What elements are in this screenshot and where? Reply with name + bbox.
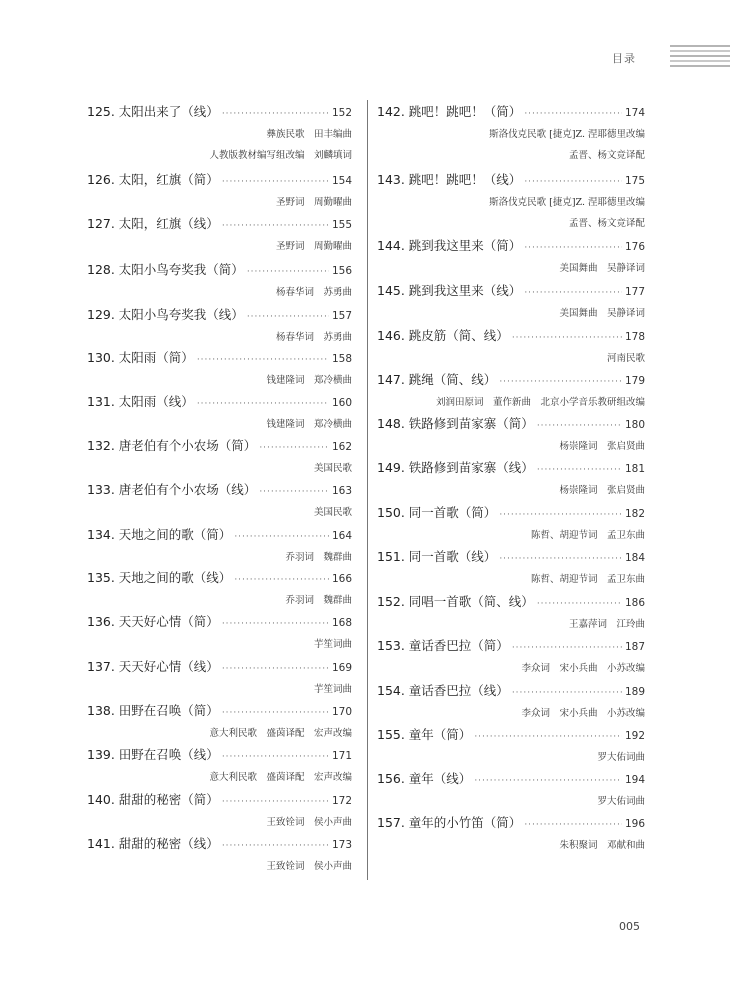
toc-entry-page: 180 <box>624 419 645 431</box>
toc-entry-title: 142. 跳吧！跳吧！（简） <box>377 104 522 119</box>
toc-entry-credit: 斯洛伐克民歌 [捷克]Z. 涅耶德里改编 <box>489 129 645 140</box>
toc-entry-credit: 美国舞曲 吴静译词 <box>559 308 645 319</box>
dot-leader <box>499 507 622 523</box>
toc-entry[interactable] <box>377 683 645 721</box>
toc-entry-title: 136. 天天好心情（简） <box>87 614 219 629</box>
toc-entry-credit: 王致铨词 侯小声曲 <box>266 861 352 872</box>
dot-leader <box>524 817 622 833</box>
toc-entry-credit: 杨崇隆词 张启贤曲 <box>559 485 645 496</box>
toc-entry-page: 170 <box>331 706 352 718</box>
toc-entry-title: 137. 天天好心情（线） <box>87 659 219 674</box>
toc-entry[interactable] <box>377 238 645 276</box>
toc-entry-page: 168 <box>331 617 352 629</box>
toc-entry-title: 144. 跳到我这里来（简） <box>377 238 522 253</box>
toc-entry-title: 128. 太阳小鸟夸奖我（简） <box>87 262 244 277</box>
toc-entry-title: 131. 太阳雨（线） <box>87 394 194 409</box>
toc-entry[interactable] <box>87 104 352 163</box>
toc-entry-credit: 李众词 宋小兵曲 小苏改编 <box>521 663 645 674</box>
dot-leader <box>512 640 622 656</box>
toc-entry-credit: 圣野词 周勤曜曲 <box>275 241 352 252</box>
toc-entry-line <box>87 570 352 588</box>
dot-leader <box>499 551 622 567</box>
toc-entry-title: 155. 童年（简） <box>377 727 472 742</box>
toc-entry-line <box>377 372 645 390</box>
toc-entry-credit: 孟晋、杨文竞译配 <box>568 150 645 161</box>
dot-leader <box>222 838 329 854</box>
toc-entry-line <box>87 527 352 545</box>
toc-entry-line <box>87 104 352 122</box>
toc-entry-line <box>87 659 352 677</box>
toc-entry-page: 175 <box>624 175 645 187</box>
toc-entry-line <box>87 350 352 368</box>
toc-entry-page: 176 <box>624 241 645 253</box>
toc-entry-credit: 乔羽词 魏群曲 <box>285 552 352 563</box>
toc-entry-title: 152. 同唱一首歌（简、线） <box>377 594 534 609</box>
toc-entry-credit: 圣野词 周勤曜曲 <box>275 197 352 208</box>
toc-entry-credit: 乔羽词 魏群曲 <box>285 595 352 606</box>
toc-entry-line <box>377 460 645 478</box>
toc-entry-page: 166 <box>331 573 352 585</box>
toc-entry[interactable] <box>377 594 645 632</box>
toc-entry-title: 150. 同一首歌（简） <box>377 505 497 520</box>
toc-entry[interactable] <box>87 570 352 608</box>
toc-entry-page: 187 <box>624 641 645 653</box>
toc-entry[interactable] <box>377 416 645 454</box>
toc-entry-credit: 意大利民歌 盛茵译配 宏声改编 <box>209 772 352 783</box>
toc-entry-title: 148. 铁路修到苗家寨（简） <box>377 416 534 431</box>
toc-entry-title: 156. 童年（线） <box>377 771 472 786</box>
toc-entry-page: 192 <box>624 730 645 742</box>
toc-entry-credit: 陈哲、胡迎节词 孟卫东曲 <box>530 530 645 541</box>
toc-entry-page: 163 <box>331 485 352 497</box>
toc-entry-credit: 罗大佑词曲 <box>597 752 645 763</box>
toc-entry-credit: 意大利民歌 盛茵译配 宏声改编 <box>209 728 352 739</box>
toc-entry-line <box>377 771 645 789</box>
toc-entry[interactable] <box>87 482 352 520</box>
toc-entry-line <box>377 416 645 434</box>
toc-entry-page: 174 <box>624 107 645 119</box>
toc-entry-title: 153. 童话香巴拉（简） <box>377 638 509 653</box>
toc-entry-page: 179 <box>624 375 645 387</box>
toc-entry-line <box>377 638 645 656</box>
dot-leader <box>222 174 329 190</box>
toc-entry-credit: 彝族民歌 田丰编曲 <box>266 129 352 140</box>
toc-entry-page: 189 <box>624 686 645 698</box>
toc-entry-title: 129. 太阳小鸟夸奖我（线） <box>87 307 244 322</box>
toc-entry-line <box>377 328 645 346</box>
toc-entry-credit: 美国民歌 <box>313 507 352 518</box>
toc-entry-title: 140. 甜甜的秘密（简） <box>87 792 219 807</box>
toc-entry-line <box>377 549 645 567</box>
toc-entry-credit: 孟晋、杨文竞译配 <box>568 218 645 229</box>
toc-entry-page: 194 <box>624 774 645 786</box>
toc-entry-line <box>377 283 645 301</box>
toc-entry[interactable] <box>377 505 645 543</box>
toc-entry-credit: 美国民歌 <box>313 463 352 474</box>
toc-entry-page: 171 <box>331 750 352 762</box>
toc-entry[interactable] <box>87 394 352 432</box>
toc-entry[interactable] <box>377 172 645 231</box>
toc-entry-title: 138. 田野在召唤（简） <box>87 703 219 718</box>
toc-entry-line <box>87 747 352 765</box>
toc-entry[interactable] <box>87 527 352 565</box>
toc-entry-credit: 罗大佑词曲 <box>597 796 645 807</box>
toc-entry[interactable] <box>87 262 352 300</box>
dot-leader <box>259 484 329 500</box>
toc-entry-credit: 王嘉萍词 江玲曲 <box>568 619 645 630</box>
dot-leader <box>524 106 622 122</box>
toc-entry-line <box>377 238 645 256</box>
dot-leader <box>222 106 329 122</box>
toc-entry[interactable] <box>87 438 352 476</box>
toc-entry-page: 173 <box>331 839 352 851</box>
toc-entry[interactable] <box>87 216 352 254</box>
toc-entry-title: 133. 唐老伯有个小农场（线） <box>87 482 257 497</box>
column-divider <box>367 100 368 880</box>
toc-entry-title: 149. 铁路修到苗家寨（线） <box>377 460 534 475</box>
toc-entry-line <box>87 262 352 280</box>
toc-entry-line <box>377 683 645 701</box>
toc-entry[interactable] <box>377 372 645 410</box>
toc-entry[interactable] <box>377 104 645 163</box>
toc-entry-line <box>377 727 645 745</box>
toc-entry-line <box>87 836 352 854</box>
toc-entry-line <box>87 307 352 325</box>
toc-entry[interactable] <box>377 638 645 676</box>
toc-entry-line <box>87 394 352 412</box>
toc-entry[interactable] <box>87 703 352 741</box>
toc-entry-page: 162 <box>331 441 352 453</box>
toc-entry-page: 169 <box>331 662 352 674</box>
toc-entry-page: 178 <box>624 331 645 343</box>
toc-entry-page: 164 <box>331 530 352 542</box>
toc-entry-credit: 人教版教材编写组改编 刘麟填词 <box>209 150 352 161</box>
dot-leader <box>234 572 329 588</box>
header-decoration <box>670 45 730 73</box>
toc-entry-line <box>87 482 352 500</box>
toc-entry-title: 135. 天地之间的歌（线） <box>87 570 232 585</box>
toc-entry-line <box>87 703 352 721</box>
dot-leader <box>524 240 622 256</box>
toc-entry-page: 196 <box>624 818 645 830</box>
dot-leader <box>537 596 622 612</box>
toc-entry-page: 184 <box>624 552 645 564</box>
toc-entry-title: 146. 跳皮筋（简、线） <box>377 328 509 343</box>
toc-entry-page: 154 <box>331 175 352 187</box>
toc-entry-page: 172 <box>331 795 352 807</box>
toc-entry-credit: 王致铨词 侯小声曲 <box>266 817 352 828</box>
dot-leader <box>234 529 329 545</box>
toc-entry-line <box>87 614 352 632</box>
dot-leader <box>512 685 622 701</box>
dot-leader <box>222 218 329 234</box>
toc-entry-page: 160 <box>331 397 352 409</box>
toc-entry-title: 145. 跳到我这里来（线） <box>377 283 522 298</box>
dot-leader <box>247 264 329 280</box>
toc-entry[interactable] <box>87 614 352 652</box>
header-label: 目录 <box>612 52 636 65</box>
toc-entry[interactable] <box>377 771 645 809</box>
dot-leader <box>222 661 329 677</box>
toc-entry[interactable] <box>377 328 645 366</box>
toc-entry-line <box>377 104 645 122</box>
toc-entry-page: 182 <box>624 508 645 520</box>
toc-entry-credit: 钱建隆词 郑冷横曲 <box>266 419 352 430</box>
toc-entry-title: 127. 太阳，红旗（线） <box>87 216 219 231</box>
toc-entry-credit: 钱建隆词 郑冷横曲 <box>266 375 352 386</box>
dot-leader <box>524 285 622 301</box>
toc-entry-credit: 芋笙词曲 <box>313 684 352 695</box>
dot-leader <box>499 374 622 390</box>
dot-leader <box>474 729 622 745</box>
toc-entry[interactable] <box>377 460 645 498</box>
toc-entry-line <box>377 815 645 833</box>
dot-leader <box>474 773 622 789</box>
toc-entry-credit: 刘润田原词 董作新曲 北京小学音乐教研组改编 <box>435 397 645 408</box>
dot-leader <box>247 309 329 325</box>
toc-entry-line <box>87 438 352 456</box>
toc-entry-credit: 河南民歌 <box>606 353 645 364</box>
toc-entry[interactable] <box>87 307 352 345</box>
toc-entry[interactable] <box>377 283 645 321</box>
toc-entry-credit: 李众词 宋小兵曲 小苏改编 <box>521 708 645 719</box>
toc-entry-page: 181 <box>624 463 645 475</box>
dot-leader <box>222 616 329 632</box>
toc-entry-credit: 杨崇隆词 张启贤曲 <box>559 441 645 452</box>
toc-entry-title: 147. 跳绳（简、线） <box>377 372 497 387</box>
toc-entry-title: 143. 跳吧！跳吧！（线） <box>377 172 522 187</box>
toc-entry[interactable] <box>87 350 352 388</box>
toc-entry-line <box>377 172 645 190</box>
toc-entry-title: 151. 同一首歌（线） <box>377 549 497 564</box>
toc-entry-page: 155 <box>331 219 352 231</box>
toc-entry[interactable] <box>87 172 352 210</box>
toc-entry-page: 152 <box>331 107 352 119</box>
toc-entry[interactable] <box>377 815 645 853</box>
toc-entry-credit: 斯洛伐克民歌 [捷克]Z. 涅耶德里改编 <box>489 197 645 208</box>
toc-entry-credit: 陈哲、胡迎节词 孟卫东曲 <box>530 574 645 585</box>
dot-leader <box>512 330 622 346</box>
dot-leader <box>222 749 329 765</box>
toc-entry-line <box>87 216 352 234</box>
toc-entry-title: 130. 太阳雨（简） <box>87 350 194 365</box>
dot-leader <box>197 396 329 412</box>
toc-entry-title: 132. 唐老伯有个小农场（简） <box>87 438 257 453</box>
toc-entry-title: 157. 童年的小竹笛（简） <box>377 815 522 830</box>
toc-entry-title: 154. 童话香巴拉（线） <box>377 683 509 698</box>
dot-leader <box>524 174 622 190</box>
toc-entry-title: 139. 田野在召唤（线） <box>87 747 219 762</box>
toc-entry-page: 157 <box>331 310 352 322</box>
toc-entry-credit: 朱积聚词 邓献和曲 <box>559 840 645 851</box>
dot-leader <box>222 705 329 721</box>
toc-entry-line <box>87 172 352 190</box>
toc-entry[interactable] <box>87 659 352 697</box>
toc-entry-page: 186 <box>624 597 645 609</box>
dot-leader <box>537 462 622 478</box>
toc-entry[interactable] <box>377 549 645 587</box>
dot-leader <box>222 794 329 810</box>
dot-leader <box>197 352 329 368</box>
toc-entry-line <box>87 792 352 810</box>
toc-entry-page: 156 <box>331 265 352 277</box>
toc-entry-credit: 杨春华词 苏勇曲 <box>275 332 352 343</box>
toc-entry-title: 125. 太阳出来了（线） <box>87 104 219 119</box>
toc-entry[interactable] <box>87 792 352 830</box>
toc-entry-credit: 杨春华词 苏勇曲 <box>275 287 352 298</box>
toc-entry[interactable] <box>377 727 645 765</box>
toc-entry-line <box>377 505 645 523</box>
toc-entry-page: 158 <box>331 353 352 365</box>
toc-entry[interactable] <box>87 747 352 785</box>
dot-leader <box>259 440 329 456</box>
toc-entry-credit: 芋笙词曲 <box>313 639 352 650</box>
dot-leader <box>537 418 622 434</box>
toc-entry-title: 126. 太阳，红旗（简） <box>87 172 219 187</box>
toc-entry-title: 141. 甜甜的秘密（线） <box>87 836 219 851</box>
toc-entry-page: 177 <box>624 286 645 298</box>
page-number: 005 <box>619 920 640 933</box>
toc-entry-line <box>377 594 645 612</box>
toc-entry-credit: 美国舞曲 吴静译词 <box>559 263 645 274</box>
toc-entry[interactable] <box>87 836 352 874</box>
toc-entry-title: 134. 天地之间的歌（简） <box>87 527 232 542</box>
